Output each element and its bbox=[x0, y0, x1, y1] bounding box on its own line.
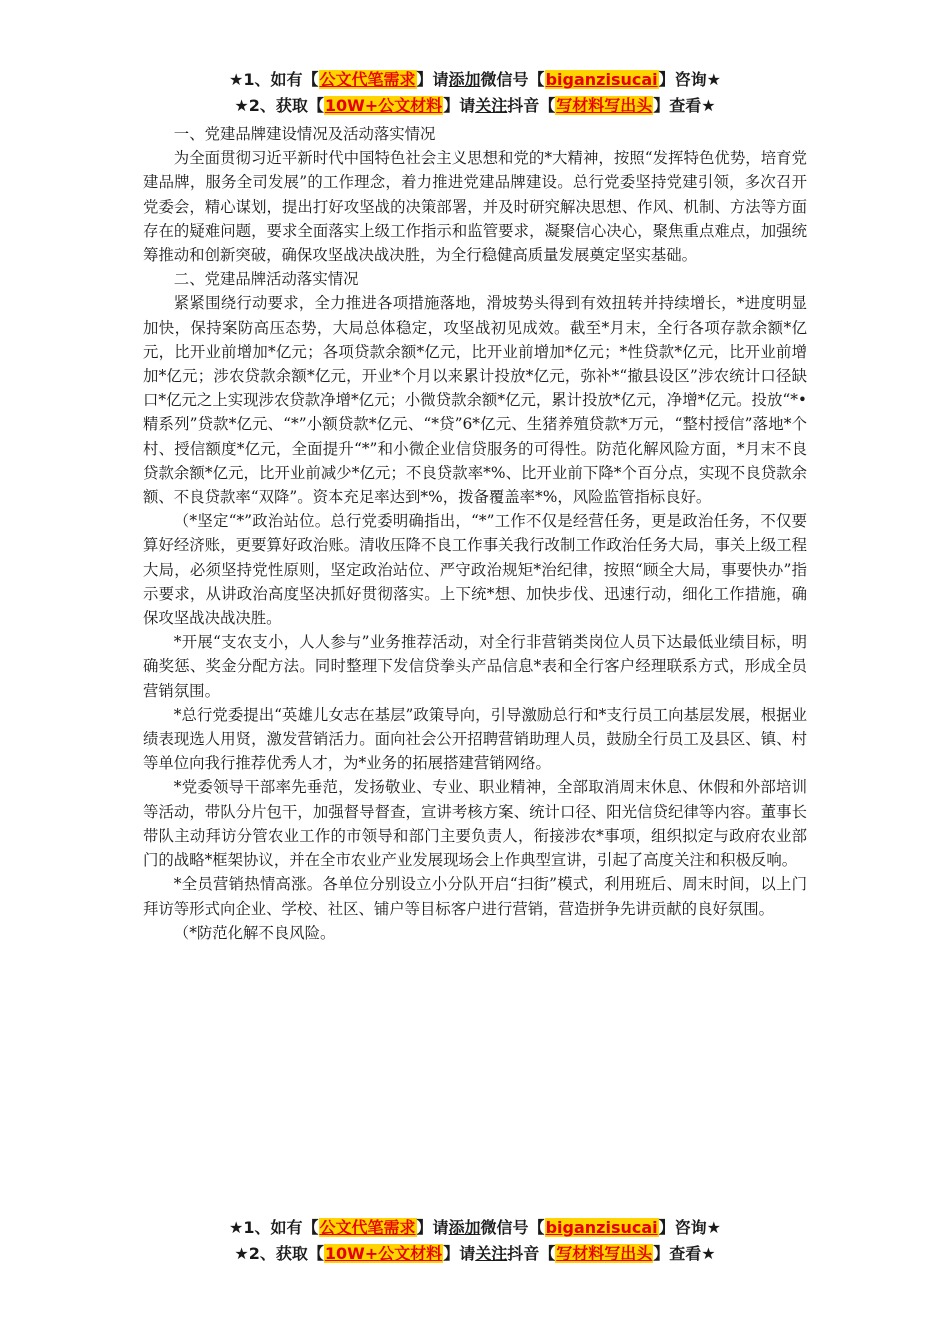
body-paragraph: 紧紧围绕行动要求，全力推进各项措施落地，滑坡势头得到有效扭转并持续增长，*进度明显加快，保持案防高压态势，大局总体稳定，攻坚战初见成效。截至*月末，全行各项存款余额*亿元，比开业前增加*亿元；各项贷款余额*亿元，比开业前增加*亿元；*性贷款*亿元，比开业前增加*亿元；涉农贷款余额*亿元，开业*个月以来累计投放*亿元，弥补*“撤县设区”涉农统计口径缺口*亿元之上实现涉农贷款净增*亿元；小微贷款余额*亿元，累计投放*亿元，净增*亿元。投放“*•精系列”贷款*亿元、“*”小额贷款*亿元、“*贷”6*亿元、生猪养殖贷款*万元，“整村授信”落地*个村、授信额度*亿元，全面提升“*”和小微企业信贷服务的可得性。防范化解风险方面，*月末不良贷款余额*亿元，比开业前减少*亿元；不良贷款率*%、比开业前下降*个百分点，实现不良贷款余额、不良贷款率“双降”。资本充足率达到*%，拨备覆盖率*%，风险监管指标良好。 bbox=[143, 294, 807, 507]
promo-text: 】查看★ bbox=[653, 1244, 716, 1263]
promo-text: ★2、获取【 bbox=[234, 1244, 324, 1263]
body-paragraph: *开展“支农支小，人人参与”业务推荐活动，对全行非营销类岗位人员下达最低业绩目标，明确奖惩、奖金分配方法。同时整理下发信贷拳头产品信息*表和全行客户经理联系方式，形成全员营销氛围。 bbox=[143, 633, 807, 700]
promo-highlight: 10W+公文材料 bbox=[324, 96, 443, 115]
promo-line-1 bbox=[140, 67, 810, 93]
body-paragraph: （*防范化解不良风险。 bbox=[173, 923, 336, 942]
promo-highlight: 10W+公文材料 bbox=[324, 1244, 443, 1263]
promo-underlined: 添加 bbox=[448, 70, 481, 89]
promo-text: 】请 bbox=[416, 70, 449, 89]
promo-text: 抖音【 bbox=[507, 96, 556, 115]
promo-line-2 bbox=[140, 1241, 810, 1267]
promo-text: 抖音【 bbox=[507, 1244, 556, 1263]
promo-highlight: 写材料写出头 bbox=[556, 96, 653, 115]
promo-banner-top bbox=[140, 67, 810, 119]
promo-text: 】咨询★ bbox=[658, 1218, 721, 1237]
promo-text: 】查看★ bbox=[653, 96, 716, 115]
promo-highlight: 写材料写出头 bbox=[556, 1244, 653, 1263]
promo-line-2 bbox=[140, 93, 810, 119]
promo-text: 】请 bbox=[443, 1244, 476, 1263]
promo-text: 】请 bbox=[443, 96, 476, 115]
promo-text: ★1、如有【 bbox=[229, 1218, 319, 1237]
promo-banner-bottom bbox=[140, 1215, 810, 1267]
promo-highlight: 公文代笔需求 bbox=[319, 70, 416, 89]
document-body bbox=[143, 122, 807, 1214]
promo-underlined: 添加 bbox=[448, 1218, 481, 1237]
section-heading: 二、党建品牌活动落实情况 bbox=[173, 270, 359, 289]
body-paragraph: *总行党委提出“英雄儿女志在基层”政策导向，引导激励总行和*支行员工向基层发展，根据业绩表现选人用贤，激发营销活力。面向社会公开招聘营销助理人员，鼓励全行员工及县区、镇、村等单位向我行推荐优秀人才，为*业务的拓展搭建营销网络。 bbox=[143, 705, 807, 773]
body-paragraph: （*坚定“*”政治站位。总行党委明确指出，“*”工作不仅是经营任务，更是政治任务，不仅要算好经济账，更要算好政治账。清收压降不良工作事关我行改制工作政治任务大局，事关上级工程大局，必须坚持党性原则，坚定政治站位、严守政治规矩*治纪律，按照“顾全大局，事要快办”指示要求，从讲政治高度坚决抓好贯彻落实。上下统*想、加快步伐、迅速行动，细化工作措施，确保攻坚战决战决胜。 bbox=[143, 512, 807, 628]
promo-text: 微信号【 bbox=[480, 1218, 545, 1237]
body-paragraph: *全员营销热情高涨。各单位分别设立小分队开启“扫街”模式，利用班后、周末时间，以上门拜访等形式向企业、学校、社区、铺户等目标客户进行营销，营造拼争先讲贡献的良好氛围。 bbox=[143, 875, 807, 918]
body-paragraph: 为全面贯彻习近平新时代中国特色社会主义思想和党的*大精神，按照“发挥特色优势，培育党建品牌，服务全司发展”的工作理念，着力推进党建品牌建设。总行党委坚持党建引领，多次召开党委会，精心谋划，提出打好攻坚战的决策部署，并及时研究解决思想、作风、机制、方法等方面存在的疑难问题，要求全面落实上级工作指示和监管要求，凝聚信心决心，聚焦重点难点，加强统筹推动和创新突破，确保攻坚战决战决胜，为全行稳健高质量发展奠定坚实基础。 bbox=[143, 149, 807, 265]
promo-line-1 bbox=[140, 1215, 810, 1241]
section-heading: 一、党建品牌建设情况及活动落实情况 bbox=[173, 125, 436, 143]
promo-text: 】咨询★ bbox=[658, 70, 721, 89]
promo-highlight: biganzisucai bbox=[545, 1218, 658, 1237]
promo-text: ★2、获取【 bbox=[234, 96, 324, 115]
promo-underlined: 关注 bbox=[475, 96, 508, 115]
promo-text: ★1、如有【 bbox=[229, 70, 319, 89]
promo-underlined: 关注 bbox=[475, 1244, 508, 1263]
promo-highlight: 公文代笔需求 bbox=[319, 1218, 416, 1237]
promo-highlight: biganzisucai bbox=[545, 70, 658, 89]
promo-text: 微信号【 bbox=[480, 70, 545, 89]
body-paragraph: *党委领导干部率先垂范，发扬敬业、专业、职业精神，全部取消周末休息、休假和外部培训等活动，带队分片包干，加强督导督查，宣讲考核方案、统计口径、阳光信贷纪律等内容。董事长带队主动拜访分管农业工作的市领导和部门主要负责人，衔接涉农*事项，组织拟定与政府农业部门的战略*框架协议，并在全市农业产业发展现场会上作典型宣讲，引起了高度关注和积极反响。 bbox=[143, 778, 807, 870]
promo-text: 】请 bbox=[416, 1218, 449, 1237]
